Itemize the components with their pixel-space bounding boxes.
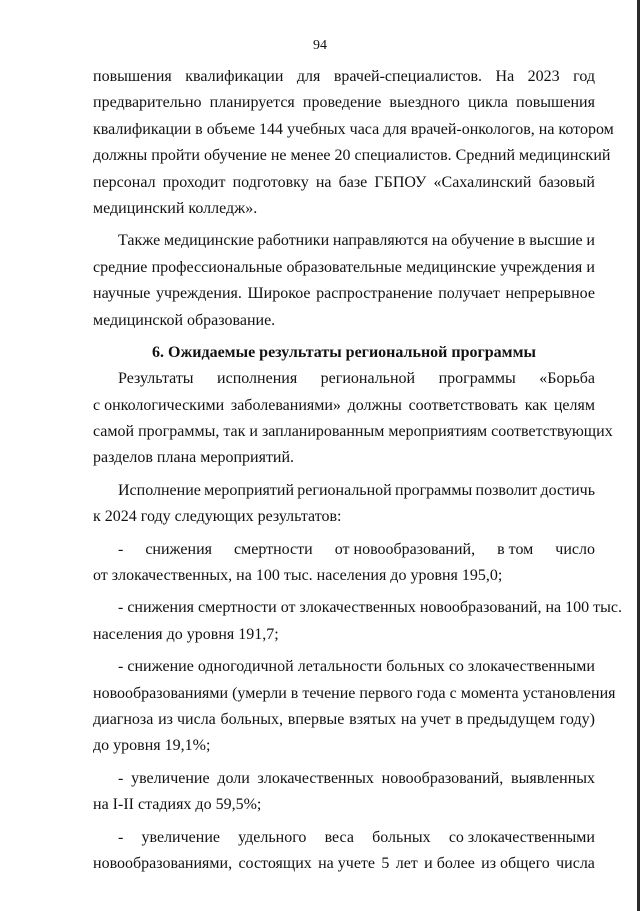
word: базовый [538,173,595,191]
word: в [517,232,526,250]
word: должны [347,396,402,414]
word: программы [438,370,516,388]
word: от новообразований, [334,540,476,558]
word: в предыдущем [455,710,555,728]
word: к 2024 году следующих результатов: [93,508,342,526]
word: выездного [389,94,460,112]
text-line [93,707,595,733]
word: году) [559,710,595,728]
word: «Сахалинский [433,173,532,191]
word: новообразованиями (умерли в течение первого года с момента установления [93,684,616,702]
word: как [524,396,548,414]
text-line [93,563,595,589]
text-line [93,851,595,877]
page-number: 94 [313,38,327,53]
text-line [93,281,595,307]
word: Результаты [118,370,194,388]
word: должны пройти обучение не менее 20 специалистов. Средний медицинский [93,147,611,165]
text-line [93,622,595,648]
word: средние [93,258,148,276]
word: удельного [238,828,307,846]
text-line [93,143,611,169]
word: больных [386,658,445,676]
word: соответствовать [408,396,519,414]
word: населения до уровня 191,7; [93,625,279,643]
word: квалификации [185,68,284,85]
word: получает [438,285,500,303]
word: и [586,258,595,276]
word: 5 [381,854,390,872]
word: медицинский колледж». [93,199,258,217]
word: цикла [468,94,509,112]
word: снижение [127,658,194,676]
word: со злокачественными [448,828,595,846]
text-line [93,64,595,90]
word: летальности [297,658,383,676]
word: базе [338,173,368,191]
word: доли [217,769,250,787]
word: самой программы, так и запланированным мероприятиям соответствующих [93,423,613,441]
text-line [93,196,595,222]
text-line [93,228,595,254]
word: новообразованиями, [93,854,233,872]
word: больных, [220,710,284,728]
word: проходит [162,173,226,191]
text-line [93,537,595,563]
text-line [93,733,595,759]
word: на [315,173,332,191]
word: позволит [475,481,538,499]
text-line [93,504,595,530]
word: - [118,828,124,846]
word: медицинские [406,258,497,276]
word: 6. Ожидаемые результаты региональной программы [152,343,536,361]
word: региональной [320,370,416,388]
word: число [555,540,595,558]
word: профессиональные [151,258,283,276]
word: работники [257,232,330,250]
word: повышения [516,94,595,112]
word: квалификации в объеме 144 учебных часа для врачей-онкологов, на котором [93,120,614,138]
text-line [93,766,595,792]
word: взятых [349,710,397,728]
text-line [93,825,595,851]
word: - [118,769,124,787]
word: на учет [400,710,451,728]
word: из общего [481,854,550,872]
text-line [93,366,595,392]
word: разделов плана мероприятий. [93,449,295,467]
word: планируется [209,94,295,112]
word: врачей-специалистов. [333,68,483,85]
word: персонал [93,173,156,191]
word: На [495,68,515,85]
word: веса [324,828,354,846]
word: диагноза [93,710,154,728]
word: заболеваниями» [230,396,341,414]
word: научные [93,285,151,303]
word: повышения [93,68,172,85]
word: и [586,232,595,250]
word: злокачественных [257,769,374,787]
word: - [118,658,124,676]
word: до уровня 19,1%; [93,737,211,755]
word: смертности [233,540,313,558]
text-line [93,170,595,196]
word: учреждения. [155,285,242,303]
word: больных [372,828,431,846]
word: новообразований, [381,769,504,787]
word: на [431,232,448,250]
word: со злокачественными [448,658,595,676]
word: одногодичной [197,658,294,676]
word: целям [553,396,595,414]
word: увеличение [131,769,210,787]
word: направляются [332,232,429,250]
word: на I-II стадиях до 59,5%; [93,796,262,814]
text-line [93,419,613,445]
word: и более [424,854,475,872]
word: 2023 [527,68,560,85]
word: подготовку [232,173,309,191]
word: высшие [529,232,583,250]
text-line [93,654,595,680]
document-body [93,64,622,877]
word: числа [556,854,595,872]
text-line [93,681,616,707]
text-line [93,255,595,281]
text-line [93,308,595,334]
text-line [93,393,595,419]
word: распространение [316,285,433,303]
word: в том [497,540,534,558]
text-line [93,445,595,471]
word: лет [395,854,418,872]
text-line [93,90,595,116]
word: учреждения [500,258,583,276]
word: от злокачественных, на 100 тыс. населения до уровня 195,0; [93,567,503,585]
text-line [93,792,595,818]
word: для [296,68,321,85]
word: состоящих [238,854,312,872]
word: Также [118,232,161,250]
word: из числа [158,710,216,728]
word: на учете [318,854,376,872]
word: обучение [451,232,515,250]
section-heading [93,340,595,366]
word: - снижения смертности от злокачественных новообразований, на 100 тыс. [118,599,622,617]
word: региональной [297,481,392,499]
word: год [573,68,595,85]
word: достичь [540,481,595,499]
word: предварительно [93,94,202,112]
word: проведение [302,94,382,112]
word: впервые [287,710,345,728]
word: увеличение [141,828,220,846]
word: исполнения [217,370,298,388]
word: снижения [145,540,212,558]
word: мероприятий [204,481,294,499]
word: с онкологическими [93,396,225,414]
word: выявленных [511,769,595,787]
word: Широкое [247,285,311,303]
text-line [93,595,622,621]
word: медицинской образование. [93,311,276,329]
word: Исполнение [118,481,201,499]
word: - [118,540,124,558]
word: «Борьба [539,370,595,388]
text-line [93,117,614,143]
word: программы [395,481,473,499]
word: ГБПОУ [374,173,427,191]
word: непрерывное [505,285,595,303]
text-line [93,478,595,504]
word: медицинские [163,232,254,250]
word: образовательные [286,258,402,276]
